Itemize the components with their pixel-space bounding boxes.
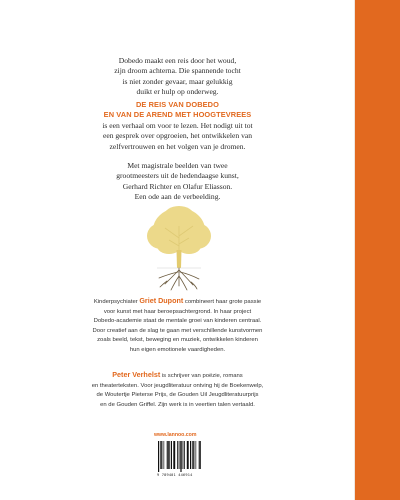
tree-illustration	[133, 206, 225, 292]
intro-paragraph	[0, 56, 355, 98]
bio-line: en de Gouden Griffel. Zijn werk is in veertien talen vertaald.	[100, 401, 255, 408]
barcode-bar	[193, 441, 194, 469]
bio-lead: Kinderpsychiater	[93, 299, 138, 305]
description-line: zelfvertrouwen en het volgen van je dromen.	[109, 141, 246, 151]
barcode-bar	[169, 441, 170, 469]
tree-icon	[133, 206, 225, 292]
publisher-website[interactable]: www.lannoo.com	[154, 432, 197, 438]
barcode-bar	[161, 441, 162, 469]
bio-line: voor kunst met haar beroepsachtergrond. In haar project	[103, 308, 252, 315]
bio-line: en theaterteksten. Voor jeugdliteratuur ontving hij de Boekenwelp,	[91, 382, 264, 389]
barcode-bar	[158, 441, 159, 472]
barcode-bar	[174, 441, 175, 469]
barcode-bar	[196, 441, 197, 469]
bio-line: de Woutertje Pieterse Prijs, de Gouden Uil Jeugdliteratuurprijs	[96, 392, 259, 399]
art-paragraph	[0, 161, 355, 203]
barcode-bar	[173, 441, 174, 469]
barcode-bar	[192, 441, 193, 469]
barcode-bar	[164, 441, 165, 469]
bio-line	[0, 370, 355, 382]
barcode-bar	[180, 441, 181, 469]
title-line: EN VAN DE AREND MET HOOGTEVREES	[103, 110, 252, 120]
intro-line: zijn droom achterna. Die spannende tocht	[114, 66, 241, 76]
barcode-bar	[188, 441, 189, 469]
art-line: Gerhard Richter en Olafur Eliasson.	[122, 181, 233, 191]
barcode-bar	[177, 441, 178, 469]
bio-line-rest: is schrijver van poëzie, romans	[161, 373, 243, 379]
orange-spine-band	[355, 0, 400, 500]
barcode-bar	[160, 441, 161, 469]
bio-line: hun eigen emotionele vaardigheden.	[129, 346, 226, 353]
intro-line: is niet zonder gevaar, maar gelukkig	[122, 76, 233, 86]
art-line: Een ode aan de verbeelding.	[134, 192, 221, 202]
barcode-bar	[182, 441, 183, 469]
bio-line-rest: combineert haar grote passie	[184, 299, 262, 305]
intro-line: duikt er hulp op onderweg.	[136, 87, 219, 97]
barcode-bar	[184, 441, 185, 469]
barcode-bar	[180, 441, 181, 472]
barcode-icon	[157, 441, 201, 473]
barcode-digits: 9 789401 446914	[157, 473, 193, 477]
barcode-bar	[190, 441, 191, 469]
author-name: Griet Dupont	[139, 296, 184, 305]
barcode-bar	[199, 441, 200, 469]
description-line: een gesprek over opgroeien, het ontwikkelen van	[102, 131, 253, 141]
description-paragraph	[0, 121, 355, 152]
barcode-bar	[187, 441, 188, 469]
barcode-bar	[167, 441, 168, 469]
bio-line: Door creatief aan de slag te gaan met verschillende kunstvormen	[92, 327, 263, 334]
barcode-bar	[200, 441, 201, 469]
barcode-bar	[168, 441, 169, 469]
bio-line: Dobedo-academie staat de mentale groei van kinderen centraal.	[93, 318, 262, 325]
author-bio-peter-verhelst	[0, 370, 355, 410]
barcode	[157, 441, 201, 475]
title-line: DE REIS VAN DOBEDO	[136, 100, 219, 109]
bio-line	[0, 296, 355, 308]
art-line: grootmeesters uit de hedendaagse kunst,	[116, 171, 239, 181]
intro-line: Dobedo maakt een reis door het woud,	[118, 56, 237, 65]
author-name: Peter Verhelst	[112, 370, 161, 379]
author-bio-griet-dupont	[0, 296, 355, 356]
description-line: is een verhaal om voor te lezen. Het nodigt uit tot	[102, 121, 253, 130]
barcode-bar	[171, 441, 172, 469]
bio-line: zoals beeld, tekst, beweging en muziek, ontwikkelen kinderen	[97, 337, 258, 344]
book-title	[0, 100, 355, 121]
art-line: Met magistrale beelden van twee	[127, 161, 228, 170]
